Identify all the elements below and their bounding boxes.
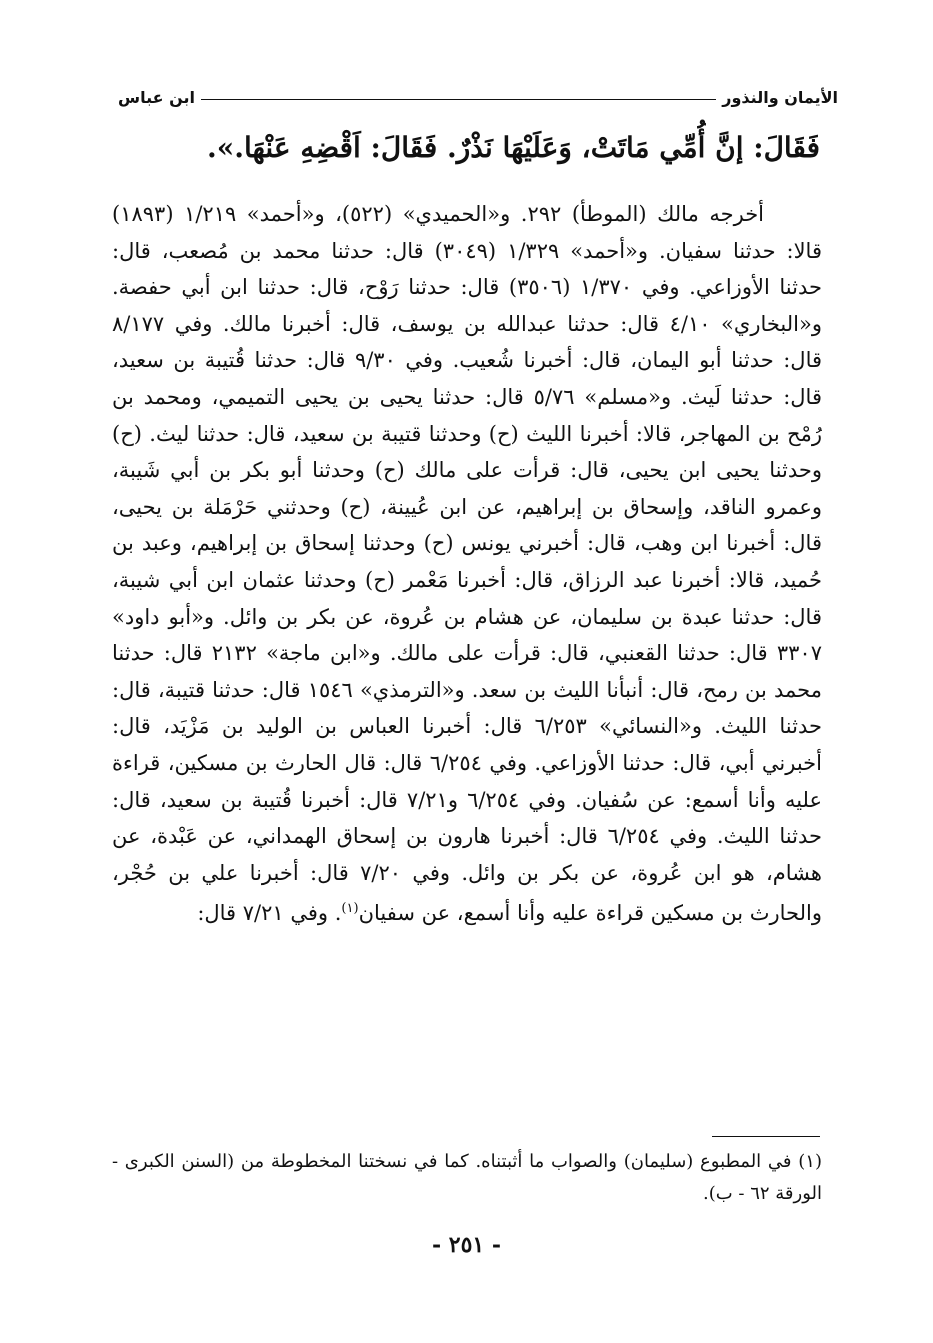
footnote-number: (١) xyxy=(798,1151,822,1172)
commentary-paragraph xyxy=(112,196,822,932)
section-title: ابن عباس xyxy=(118,87,196,107)
footnote-text: في المطبوع (سليمان) والصواب ما أثبتناه. كما في نسختنا المخطوطة من (السنن الكبرى - الورقة ٦٢ - ب). xyxy=(112,1151,822,1204)
running-header xyxy=(118,84,838,110)
footnote xyxy=(112,1146,822,1210)
header-rule xyxy=(201,99,716,100)
page-number: - ٢٥١ - xyxy=(431,1232,502,1258)
chapter-title: الأيمان والنذور xyxy=(722,87,838,107)
footnote-marker: (١) xyxy=(341,901,359,917)
commentary-text: أخرجه مالك (الموطأ) ٢٩٢. و«الحميدي» (٥٢٢)، و«أحمد» ١/٢١٩ (١٨٩٣) قالا: حدثنا سفيان. و«أحمد» ١/٣٢٩ (٣٠٤٩) قال: حدثنا محمد بن مُصعب، قال: حدثنا الأوزاعي. وفي ١/٣٧٠ (٣٥٠٦) قال: حدثنا رَوْح، قال: حدثنا ابن أبي حفصة. و«البخاري» ٤/١٠ قال: حدثنا عبدالله بن يوسف، قال: أخبرنا مالك. وفي ٨/١٧٧ قال: حدثنا أبو اليمان، قال: أخبرنا شُعيب. وفي ٩/٣٠ قال: حدثنا قُتيبة بن سعيد، قال: حدثنا لَيث. و«مسلم» ٥/٧٦ قال: حدثنا يحيى بن يحيى التميمي، ومحمد بن رُمْح بن المهاجر، قالا: أخبرنا الليث (ح) وحدثنا قتيبة بن سعيد، قال: حدثنا ليث. (ح) وحدثنا يحيى ابن يحيى، قال: قرأت على مالك (ح) وحدثنا أبو بكر بن أبي شَيبة، وعمرو الناقد، وإسحاق بن إبراهيم، عن ابن عُيينة، (ح) وحدثني حَرْمَلة بن يحيى، قال: أخبرنا ابن وهب، قال: أخبرني يونس (ح) وحدثنا إسحاق بن إبراهيم، وعبد بن حُميد، قالا: أخبرنا عبد الرزاق، قال: أخبرنا مَعْمر (ح) وحدثنا عثمان ابن أبي شيبة، قال: حدثنا عبدة بن سليمان، عن هشام بن عُروة، عن بكر بن وائل. و«أبو داود» ٣٣٠٧ قال: حدثنا القعنبي، قال: قرأت على مالك. و«ابن ماجة» ٢١٣٢ قال: حدثنا محمد بن رمح، قال: أنبأنا الليث بن سعد. و«الترمذي» ١٥٤٦ قال: حدثنا قتيبة، قال: حدثنا الليث. و«النسائي» ٦/٢٥٣ قال: أخبرنا العباس بن الوليد بن مَزْيَد، قال: أخبرني أبي، قال: حدثنا الأوزاعي. وفي ٦/٢٥٤ قال: قال الحارث بن مسكين، قراءة عليه وأنا أسمع: عن سُفيان. وفي ٦/٢٥٤ و٧/٢١ قال: أخبرنا قُتيبة بن سعيد، قال: حدثنا الليث. وفي ٦/٢٥٤ قال: أخبرنا هارون بن إسحاق الهمداني، عن عَبْدة، عن هشام، هو ابن عُروة، عن بكر بن وائل. وفي ٧/٢٠ قال: أخبرنا علي بن حُجْر، والحارث بن مسكين قراءة عليه وأنا أسمع، عن سفيان xyxy=(112,202,823,926)
footnote-divider xyxy=(712,1136,820,1137)
hadith-ending: فَقَالَ: إنَّ أُمِّي مَاتَتْ، وَعَلَيْهَا نَذْرٌ. فَقَالَ: اَقْضِهِ عَنْهَا.». xyxy=(206,131,820,164)
commentary-tail: . وفي ٧/٢١ قال: xyxy=(197,901,342,926)
